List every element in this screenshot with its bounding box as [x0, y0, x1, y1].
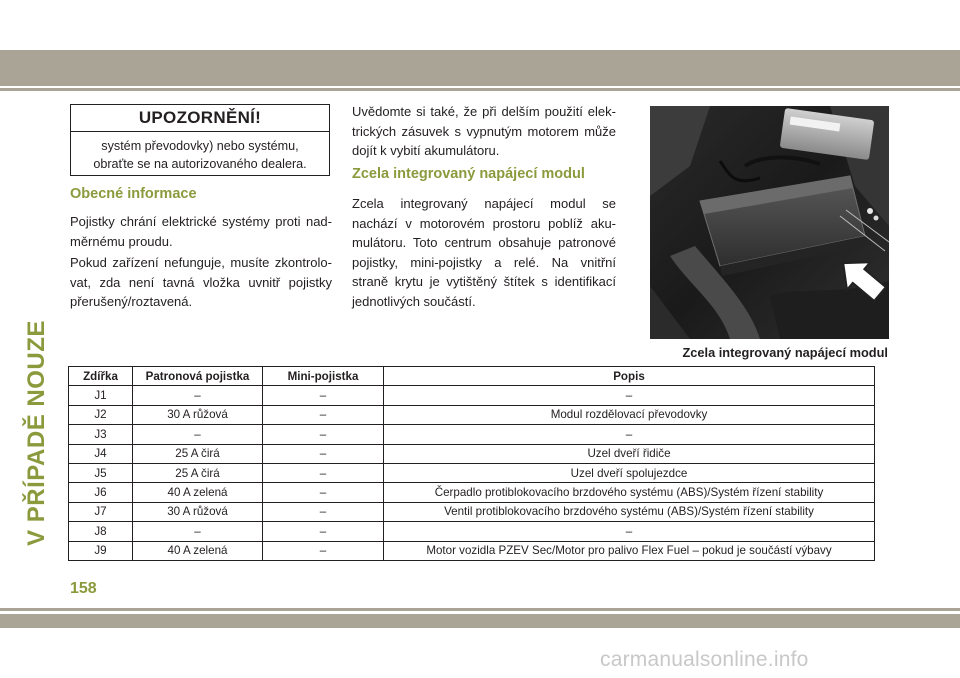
warning-body — [71, 132, 329, 173]
table-cell: 30 A růžová — [133, 502, 263, 521]
general-info-heading: Obecné informace — [70, 186, 197, 202]
table-cell: – — [133, 386, 263, 405]
table-cell: – — [263, 405, 384, 424]
table-row — [69, 522, 875, 541]
table-header-row — [69, 367, 875, 386]
table-row — [69, 386, 875, 405]
table-row — [69, 502, 875, 521]
table-cell: – — [263, 502, 384, 521]
text-line: Pojistky chrání elektrické systémy proti nad- — [70, 214, 332, 229]
general-info-paragraph-2 — [70, 253, 332, 312]
table-cell: J3 — [69, 425, 133, 444]
table-cell: J6 — [69, 483, 133, 502]
warning-line: systém převodovky) nebo systému, — [101, 139, 299, 153]
text-line: pojistky, mini-pojistky a relé. Na vnitřní — [352, 254, 616, 270]
warning-box — [70, 104, 330, 176]
column-header: Zdířka — [69, 367, 133, 386]
text-line: měrnému proudu. — [70, 233, 173, 249]
middle-paragraph-2 — [352, 194, 616, 311]
table-cell: J8 — [69, 522, 133, 541]
chapter-tab — [22, 318, 52, 548]
table-cell: Čerpadlo protiblokovacího brzdového systému (ABS)/Systém řízení stability — [384, 483, 875, 502]
table-cell: Ventil protiblokovacího brzdového systému (ABS)/Systém řízení stability — [384, 502, 875, 521]
engine-bay-photo — [650, 106, 889, 339]
table-row — [69, 483, 875, 502]
table-cell: J5 — [69, 463, 133, 482]
footer-band — [0, 614, 960, 628]
text-line: nachází v motorovém prostoru poblíž aku- — [352, 215, 616, 231]
header-rule — [0, 88, 960, 91]
warning-title: UPOZORNĚNÍ! — [71, 105, 329, 132]
text-line: přerušený/roztavená. — [70, 294, 193, 309]
column-header: Popis — [384, 367, 875, 386]
engine-bay-illustration — [650, 106, 889, 339]
table-cell: – — [133, 522, 263, 541]
photo-caption: Zcela integrovaný napájecí modul — [682, 345, 888, 360]
table-cell: Modul rozdělovací převodovky — [384, 405, 875, 424]
table-cell: 25 A čirá — [133, 444, 263, 463]
table-cell: – — [263, 463, 384, 482]
table-cell: – — [133, 425, 263, 444]
table-row — [69, 444, 875, 463]
text-line: dojít k vybití akumulátoru. — [352, 143, 500, 158]
column-header: Mini-pojistka — [263, 367, 384, 386]
table-cell: – — [263, 425, 384, 444]
table-cell: 30 A růžová — [133, 405, 263, 424]
table-cell: – — [263, 483, 384, 502]
page-number: 158 — [70, 580, 97, 597]
table-cell: – — [263, 444, 384, 463]
table-row — [69, 405, 875, 424]
text-line: straně krytu je vytištěný štítek s identifikací — [352, 274, 616, 289]
header-band — [0, 50, 960, 86]
fuse-table — [68, 366, 875, 561]
footer-rule — [0, 608, 960, 611]
text-line: Zcela integrovaný napájecí modul se — [352, 196, 616, 211]
column-header: Patronová pojistka — [133, 367, 263, 386]
table-cell: Motor vozidla PZEV Sec/Motor pro palivo Flex Fuel – pokud je součástí výbavy — [384, 541, 875, 560]
table-cell: – — [384, 386, 875, 405]
chapter-tab-label: V PŘÍPADĚ NOUZE — [23, 320, 50, 546]
table-cell: J7 — [69, 502, 133, 521]
table-cell: J4 — [69, 444, 133, 463]
power-module-heading: Zcela integrovaný napájecí modul — [352, 166, 585, 182]
warning-line: obraťte se na autorizovaného dealera. — [93, 157, 307, 171]
table-cell: 25 A čirá — [133, 463, 263, 482]
text-line: jednotlivých součástí. — [352, 293, 476, 309]
table-cell: 40 A zelená — [133, 483, 263, 502]
text-line: Pokud zařízení nefunguje, musíte zkontrolo- — [70, 255, 332, 270]
table-row — [69, 425, 875, 444]
general-info-paragraph-1 — [70, 212, 332, 251]
table-cell: J2 — [69, 405, 133, 424]
table-cell: J1 — [69, 386, 133, 405]
table-cell: – — [384, 522, 875, 541]
table-cell: – — [263, 386, 384, 405]
watermark: carmanualsonline.info — [600, 648, 809, 671]
middle-paragraph-1 — [352, 102, 616, 161]
table-row — [69, 463, 875, 482]
table-cell: Uzel dveří spolujezdce — [384, 463, 875, 482]
table-cell: – — [384, 425, 875, 444]
text-line: trických zásuvek s vypnutým motorem může — [352, 123, 616, 139]
table-cell: Uzel dveří řidiče — [384, 444, 875, 463]
table-cell: – — [263, 541, 384, 560]
text-line: mulátoru. Toto centrum obsahuje patronové — [352, 235, 616, 250]
table-cell: 40 A zelená — [133, 541, 263, 560]
text-line: vat, zda není tavná vložka uvnitř pojistky — [70, 274, 332, 290]
text-line: Uvědomte si také, že při delším použití elek- — [352, 104, 616, 119]
table-row — [69, 541, 875, 560]
table-cell: – — [263, 522, 384, 541]
table-cell: J9 — [69, 541, 133, 560]
